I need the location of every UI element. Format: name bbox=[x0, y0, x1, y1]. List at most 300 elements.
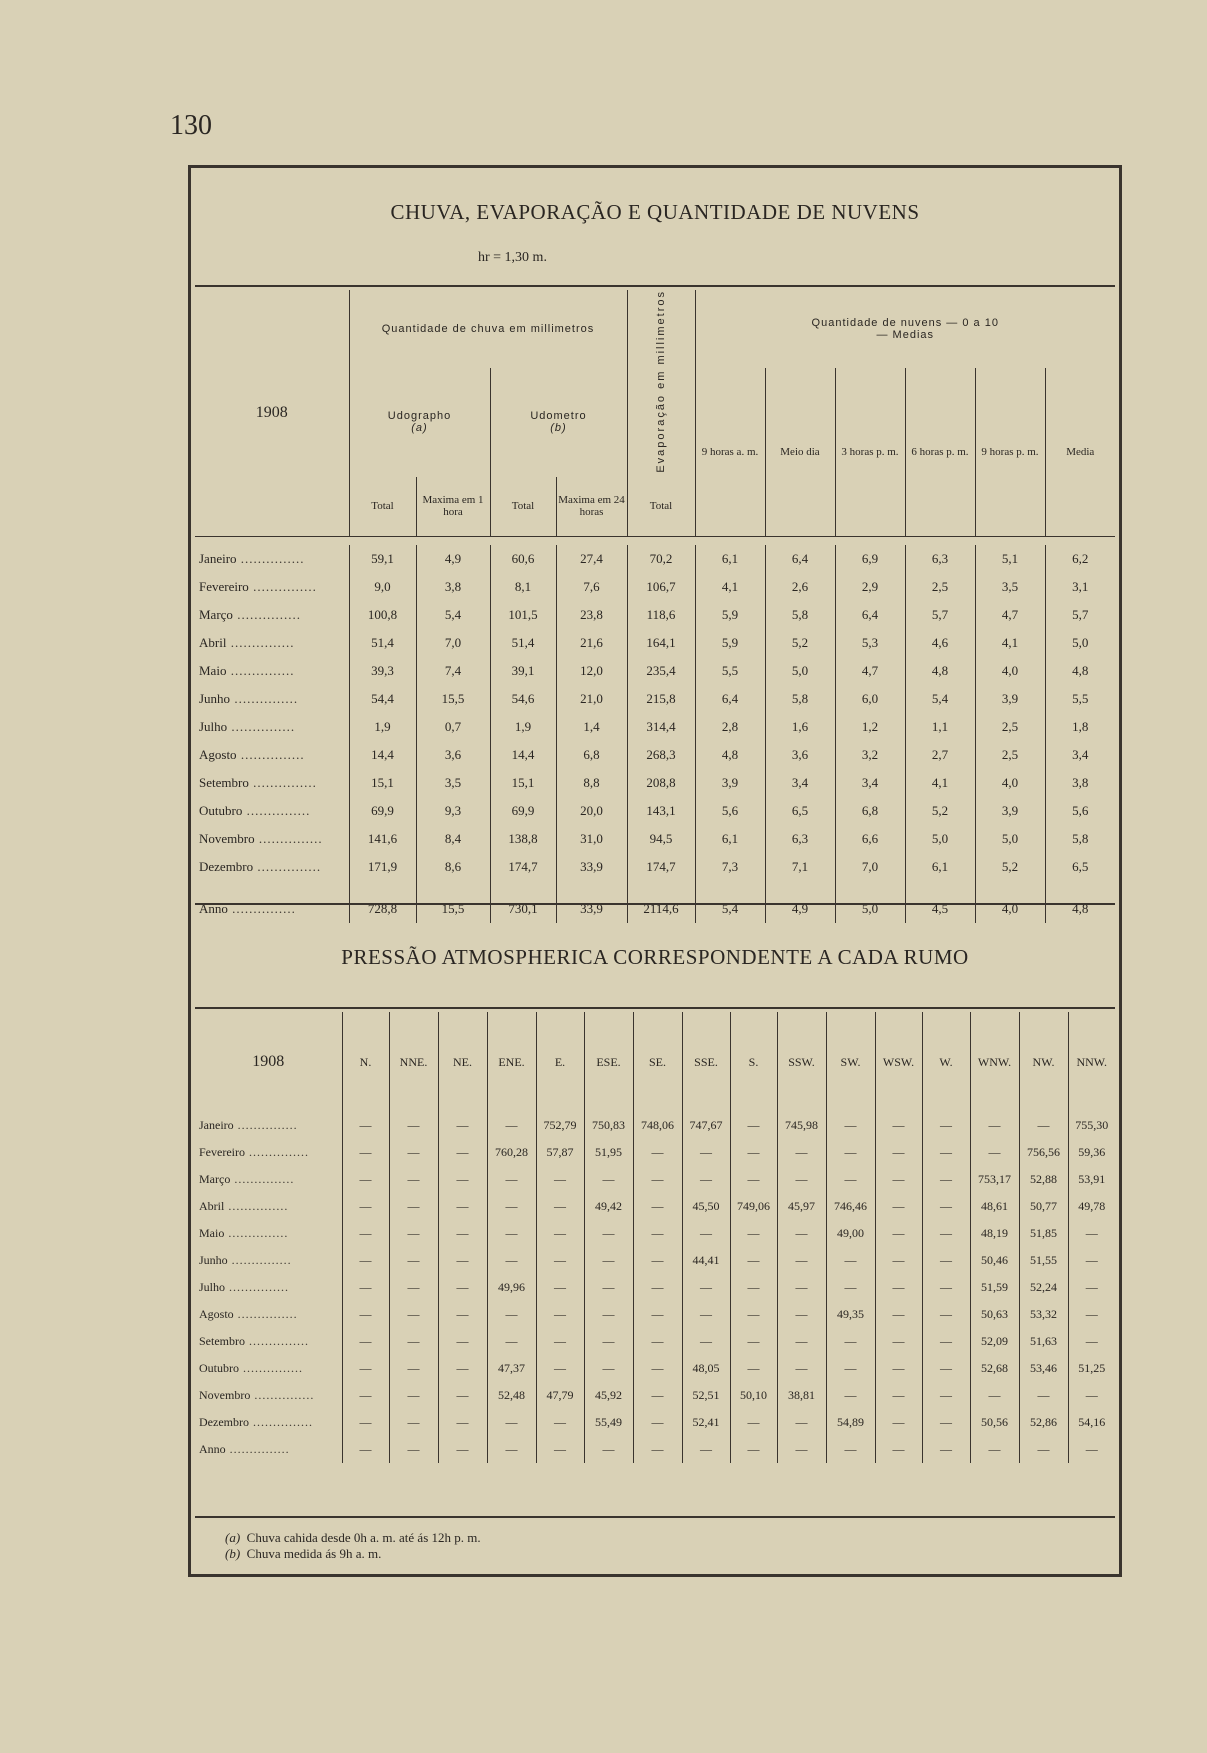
value-cell: — bbox=[536, 1247, 584, 1274]
value-cell: 1,9 bbox=[349, 713, 416, 741]
value-cell: 171,9 bbox=[349, 853, 416, 881]
direction-header: NW. bbox=[1019, 1012, 1068, 1112]
table-row bbox=[195, 1139, 1115, 1166]
month-cell: Dezembro ..... bbox=[195, 1409, 342, 1436]
value-cell: 6,1 bbox=[905, 853, 975, 881]
value-cell: 3,4 bbox=[1045, 741, 1115, 769]
value-cell: 51,55 bbox=[1019, 1247, 1068, 1274]
value-cell: — bbox=[922, 1193, 970, 1220]
value-cell: 8,8 bbox=[556, 769, 627, 797]
value-cell: 730,1 bbox=[490, 881, 556, 923]
value-cell: — bbox=[730, 1112, 777, 1139]
direction-header: WSW. bbox=[875, 1012, 922, 1112]
table-row bbox=[195, 1301, 1115, 1328]
value-cell: 39,3 bbox=[349, 657, 416, 685]
value-cell: 314,4 bbox=[627, 713, 695, 741]
table-row bbox=[195, 685, 1115, 713]
value-cell: — bbox=[536, 1328, 584, 1355]
value-cell: 5,6 bbox=[1045, 797, 1115, 825]
value-cell: — bbox=[342, 1409, 389, 1436]
value-cell: — bbox=[970, 1382, 1019, 1409]
value-cell: 118,6 bbox=[627, 601, 695, 629]
direction-header: E. bbox=[536, 1012, 584, 1112]
value-cell: 749,06 bbox=[730, 1193, 777, 1220]
value-cell: 6,4 bbox=[695, 685, 765, 713]
value-cell: — bbox=[826, 1139, 875, 1166]
evaporation-header: Evaporação em millimetros bbox=[627, 290, 695, 477]
value-cell: 52,68 bbox=[970, 1355, 1019, 1382]
value-cell: — bbox=[1019, 1112, 1068, 1139]
value-cell: — bbox=[682, 1274, 730, 1301]
value-cell: 268,3 bbox=[627, 741, 695, 769]
value-cell: — bbox=[633, 1220, 682, 1247]
direction-header: SE. bbox=[633, 1012, 682, 1112]
value-cell: 49,96 bbox=[487, 1274, 536, 1301]
value-cell: 4,7 bbox=[835, 657, 905, 685]
value-cell: 47,37 bbox=[487, 1355, 536, 1382]
value-cell: — bbox=[487, 1220, 536, 1247]
year-header: 1908 bbox=[195, 290, 349, 537]
table-row bbox=[195, 1355, 1115, 1382]
col-udographo-max: Maxima em 1 hora bbox=[416, 477, 490, 537]
value-cell: — bbox=[633, 1382, 682, 1409]
value-cell: — bbox=[1068, 1436, 1115, 1463]
month-cell: Março ..... bbox=[195, 601, 349, 629]
value-cell: — bbox=[875, 1139, 922, 1166]
table-row bbox=[195, 629, 1115, 657]
value-cell: 6,5 bbox=[1045, 853, 1115, 881]
value-cell: 2,8 bbox=[695, 713, 765, 741]
value-cell: 27,4 bbox=[556, 545, 627, 573]
value-cell: — bbox=[487, 1409, 536, 1436]
value-cell: 164,1 bbox=[627, 629, 695, 657]
month-cell: Julho ..... bbox=[195, 1274, 342, 1301]
udometro-header: Udometro (b) bbox=[490, 368, 627, 477]
value-cell: — bbox=[584, 1220, 633, 1247]
value-cell: 4,9 bbox=[765, 881, 835, 923]
value-cell: 15,5 bbox=[416, 685, 490, 713]
page-number: 130 bbox=[170, 110, 212, 141]
month-cell: Novembro ..... bbox=[195, 1382, 342, 1409]
value-cell: 14,4 bbox=[349, 741, 416, 769]
value-cell: — bbox=[487, 1436, 536, 1463]
month-cell: Janeiro ..... bbox=[195, 545, 349, 573]
year-header: 1908 bbox=[252, 1053, 285, 1070]
month-cell: Abril ..... bbox=[195, 629, 349, 657]
value-cell: — bbox=[922, 1139, 970, 1166]
month-cell: Fevereiro ..... bbox=[195, 1139, 342, 1166]
value-cell: — bbox=[875, 1166, 922, 1193]
value-cell: — bbox=[922, 1382, 970, 1409]
col-udometro-total: Total bbox=[490, 477, 556, 537]
value-cell: — bbox=[922, 1220, 970, 1247]
col-9pm: 9 horas p. m. bbox=[975, 368, 1045, 537]
value-cell: — bbox=[633, 1193, 682, 1220]
value-cell: — bbox=[438, 1382, 487, 1409]
col-media: Media bbox=[1045, 368, 1115, 537]
table-row bbox=[195, 713, 1115, 741]
value-cell: — bbox=[875, 1301, 922, 1328]
month-cell: Janeiro ..... bbox=[195, 1112, 342, 1139]
value-cell: 49,42 bbox=[584, 1193, 633, 1220]
value-cell: 6,0 bbox=[835, 685, 905, 713]
table-row bbox=[195, 1409, 1115, 1436]
value-cell: 47,79 bbox=[536, 1382, 584, 1409]
value-cell: — bbox=[777, 1139, 826, 1166]
value-cell: — bbox=[389, 1436, 438, 1463]
table-row bbox=[195, 741, 1115, 769]
value-cell: 2,6 bbox=[765, 573, 835, 601]
value-cell: 750,83 bbox=[584, 1112, 633, 1139]
value-cell: — bbox=[389, 1193, 438, 1220]
table-row bbox=[195, 573, 1115, 601]
value-cell: — bbox=[633, 1328, 682, 1355]
value-cell: 748,06 bbox=[633, 1112, 682, 1139]
value-cell: 6,3 bbox=[905, 545, 975, 573]
month-cell: Fevereiro ..... bbox=[195, 573, 349, 601]
value-cell: 50,46 bbox=[970, 1247, 1019, 1274]
value-cell: — bbox=[389, 1139, 438, 1166]
value-cell: 143,1 bbox=[627, 797, 695, 825]
direction-header: N. bbox=[342, 1012, 389, 1112]
value-cell: — bbox=[875, 1382, 922, 1409]
rule bbox=[195, 285, 1115, 287]
value-cell: 1,6 bbox=[765, 713, 835, 741]
value-cell: — bbox=[826, 1436, 875, 1463]
value-cell: — bbox=[342, 1139, 389, 1166]
value-cell: 31,0 bbox=[556, 825, 627, 853]
table-row bbox=[195, 1193, 1115, 1220]
month-cell: Junho ..... bbox=[195, 1247, 342, 1274]
value-cell: 60,6 bbox=[490, 545, 556, 573]
value-cell: — bbox=[875, 1247, 922, 1274]
value-cell: — bbox=[342, 1355, 389, 1382]
value-cell: 4,8 bbox=[905, 657, 975, 685]
value-cell: — bbox=[389, 1301, 438, 1328]
value-cell: 6,4 bbox=[835, 601, 905, 629]
value-cell: 54,6 bbox=[490, 685, 556, 713]
value-cell: — bbox=[777, 1166, 826, 1193]
direction-header: W. bbox=[922, 1012, 970, 1112]
col-9am: 9 horas a. m. bbox=[695, 368, 765, 537]
table-row bbox=[195, 825, 1115, 853]
value-cell: — bbox=[438, 1355, 487, 1382]
value-cell: — bbox=[730, 1328, 777, 1355]
value-cell: 52,24 bbox=[1019, 1274, 1068, 1301]
value-cell: — bbox=[777, 1220, 826, 1247]
value-cell: 5,7 bbox=[905, 601, 975, 629]
value-cell: — bbox=[487, 1247, 536, 1274]
month-cell: Outubro ..... bbox=[195, 797, 349, 825]
value-cell: — bbox=[487, 1166, 536, 1193]
value-cell: 54,16 bbox=[1068, 1409, 1115, 1436]
value-cell: — bbox=[438, 1328, 487, 1355]
value-cell: — bbox=[536, 1355, 584, 1382]
value-cell: 54,89 bbox=[826, 1409, 875, 1436]
value-cell: 12,0 bbox=[556, 657, 627, 685]
value-cell: 21,6 bbox=[556, 629, 627, 657]
value-cell: 3,6 bbox=[765, 741, 835, 769]
value-cell: 48,19 bbox=[970, 1220, 1019, 1247]
value-cell: — bbox=[875, 1193, 922, 1220]
value-cell: 20,0 bbox=[556, 797, 627, 825]
value-cell: — bbox=[342, 1220, 389, 1247]
value-cell: — bbox=[730, 1274, 777, 1301]
value-cell: 6,9 bbox=[835, 545, 905, 573]
table-row bbox=[195, 853, 1115, 881]
value-cell: 5,8 bbox=[1045, 825, 1115, 853]
value-cell: — bbox=[730, 1301, 777, 1328]
rain-clouds-table bbox=[195, 290, 1115, 923]
value-cell: 53,91 bbox=[1068, 1166, 1115, 1193]
value-cell: 51,95 bbox=[584, 1139, 633, 1166]
direction-header: NNW. bbox=[1068, 1012, 1115, 1112]
value-cell: — bbox=[922, 1328, 970, 1355]
value-cell: — bbox=[682, 1220, 730, 1247]
direction-header: SSW. bbox=[777, 1012, 826, 1112]
value-cell: — bbox=[777, 1274, 826, 1301]
table-row bbox=[195, 1436, 1115, 1463]
value-cell: 4,7 bbox=[975, 601, 1045, 629]
value-cell: — bbox=[584, 1301, 633, 1328]
value-cell: — bbox=[633, 1274, 682, 1301]
value-cell: 2,7 bbox=[905, 741, 975, 769]
month-cell: Junho ..... bbox=[195, 685, 349, 713]
month-cell: Setembro ..... bbox=[195, 769, 349, 797]
value-cell: — bbox=[536, 1220, 584, 1247]
month-cell: Setembro ..... bbox=[195, 1328, 342, 1355]
col-6pm: 6 horas p. m. bbox=[905, 368, 975, 537]
value-cell: 138,8 bbox=[490, 825, 556, 853]
value-cell: 5,0 bbox=[975, 825, 1045, 853]
value-cell: — bbox=[922, 1166, 970, 1193]
value-cell: — bbox=[922, 1112, 970, 1139]
month-cell: Março ..... bbox=[195, 1166, 342, 1193]
value-cell: — bbox=[970, 1139, 1019, 1166]
value-cell: — bbox=[342, 1247, 389, 1274]
value-cell: 70,2 bbox=[627, 545, 695, 573]
value-cell: 101,5 bbox=[490, 601, 556, 629]
value-cell: — bbox=[922, 1436, 970, 1463]
value-cell: — bbox=[777, 1409, 826, 1436]
value-cell: 9,0 bbox=[349, 573, 416, 601]
value-cell: — bbox=[922, 1409, 970, 1436]
value-cell: — bbox=[682, 1139, 730, 1166]
value-cell: 6,4 bbox=[765, 545, 835, 573]
value-cell: — bbox=[826, 1355, 875, 1382]
value-cell: — bbox=[1068, 1382, 1115, 1409]
col-3pm: 3 horas p. m. bbox=[835, 368, 905, 537]
value-cell: 38,81 bbox=[777, 1382, 826, 1409]
value-cell: 33,9 bbox=[556, 881, 627, 923]
value-cell: — bbox=[438, 1247, 487, 1274]
value-cell: 3,8 bbox=[1045, 769, 1115, 797]
value-cell: 174,7 bbox=[490, 853, 556, 881]
udographo-header: Udographo (a) bbox=[349, 368, 490, 477]
value-cell: — bbox=[633, 1166, 682, 1193]
value-cell: — bbox=[487, 1112, 536, 1139]
value-cell: — bbox=[584, 1328, 633, 1355]
value-cell: 52,48 bbox=[487, 1382, 536, 1409]
value-cell: 4,0 bbox=[975, 657, 1045, 685]
value-cell: 52,88 bbox=[1019, 1166, 1068, 1193]
value-cell: — bbox=[875, 1409, 922, 1436]
value-cell: 208,8 bbox=[627, 769, 695, 797]
value-cell: 21,0 bbox=[556, 685, 627, 713]
value-cell: — bbox=[584, 1166, 633, 1193]
value-cell: — bbox=[730, 1355, 777, 1382]
value-cell: 755,30 bbox=[1068, 1112, 1115, 1139]
table-row bbox=[195, 545, 1115, 573]
value-cell: — bbox=[342, 1166, 389, 1193]
value-cell: 57,87 bbox=[536, 1139, 584, 1166]
value-cell: 3,5 bbox=[975, 573, 1045, 601]
value-cell: 51,4 bbox=[490, 629, 556, 657]
value-cell: 15,1 bbox=[349, 769, 416, 797]
table-row bbox=[195, 657, 1115, 685]
value-cell: 141,6 bbox=[349, 825, 416, 853]
value-cell: — bbox=[875, 1274, 922, 1301]
value-cell: 50,63 bbox=[970, 1301, 1019, 1328]
value-cell: 5,7 bbox=[1045, 601, 1115, 629]
value-cell: 6,6 bbox=[835, 825, 905, 853]
value-cell: 39,1 bbox=[490, 657, 556, 685]
value-cell: 5,8 bbox=[765, 601, 835, 629]
value-cell: — bbox=[342, 1382, 389, 1409]
value-cell: — bbox=[682, 1436, 730, 1463]
value-cell: — bbox=[826, 1274, 875, 1301]
table-row bbox=[195, 1220, 1115, 1247]
value-cell: 45,92 bbox=[584, 1382, 633, 1409]
value-cell: — bbox=[342, 1112, 389, 1139]
value-cell: — bbox=[438, 1193, 487, 1220]
value-cell: 728,8 bbox=[349, 881, 416, 923]
value-cell: 2,5 bbox=[905, 573, 975, 601]
value-cell: 5,4 bbox=[416, 601, 490, 629]
value-cell: — bbox=[633, 1301, 682, 1328]
value-cell: 1,9 bbox=[490, 713, 556, 741]
value-cell: — bbox=[536, 1436, 584, 1463]
value-cell: — bbox=[536, 1409, 584, 1436]
month-cell: Novembro ..... bbox=[195, 825, 349, 853]
value-cell: 4,1 bbox=[975, 629, 1045, 657]
value-cell: 23,8 bbox=[556, 601, 627, 629]
pressure-table bbox=[195, 1012, 1115, 1463]
value-cell: 6,8 bbox=[835, 797, 905, 825]
value-cell: 5,0 bbox=[905, 825, 975, 853]
value-cell: 2,9 bbox=[835, 573, 905, 601]
value-cell: 45,50 bbox=[682, 1193, 730, 1220]
value-cell: — bbox=[342, 1436, 389, 1463]
value-cell: — bbox=[826, 1382, 875, 1409]
value-cell: 7,4 bbox=[416, 657, 490, 685]
value-cell: 5,3 bbox=[835, 629, 905, 657]
value-cell: — bbox=[438, 1274, 487, 1301]
value-cell: — bbox=[682, 1166, 730, 1193]
table1-title: CHUVA, EVAPORAÇÃO E QUANTIDADE DE NUVENS bbox=[390, 200, 920, 224]
value-cell: — bbox=[438, 1166, 487, 1193]
value-cell: 5,9 bbox=[695, 629, 765, 657]
value-cell: — bbox=[389, 1355, 438, 1382]
value-cell: 3,6 bbox=[416, 741, 490, 769]
value-cell: — bbox=[1019, 1436, 1068, 1463]
month-cell: Maio ..... bbox=[195, 1220, 342, 1247]
value-cell: — bbox=[342, 1193, 389, 1220]
value-cell: — bbox=[389, 1220, 438, 1247]
value-cell: 15,1 bbox=[490, 769, 556, 797]
value-cell: — bbox=[633, 1247, 682, 1274]
value-cell: 6,5 bbox=[765, 797, 835, 825]
col-udographo-total: Total bbox=[349, 477, 416, 537]
value-cell: 5,4 bbox=[695, 881, 765, 923]
value-cell: — bbox=[970, 1436, 1019, 1463]
footnote-a: (a) Chuva cahida desde 0h a. m. até ás 12h p. m. bbox=[225, 1530, 481, 1545]
value-cell: 760,28 bbox=[487, 1139, 536, 1166]
value-cell: — bbox=[438, 1409, 487, 1436]
value-cell: 235,4 bbox=[627, 657, 695, 685]
value-cell: — bbox=[875, 1355, 922, 1382]
value-cell: 5,0 bbox=[835, 881, 905, 923]
month-cell: Anno ..... bbox=[195, 881, 349, 923]
value-cell: — bbox=[777, 1328, 826, 1355]
value-cell: — bbox=[633, 1409, 682, 1436]
value-cell: 7,3 bbox=[695, 853, 765, 881]
value-cell: — bbox=[536, 1274, 584, 1301]
month-cell: Agosto ..... bbox=[195, 1301, 342, 1328]
value-cell: 51,59 bbox=[970, 1274, 1019, 1301]
value-cell: 5,1 bbox=[975, 545, 1045, 573]
value-cell: 48,61 bbox=[970, 1193, 1019, 1220]
value-cell: — bbox=[777, 1247, 826, 1274]
table-row bbox=[195, 797, 1115, 825]
value-cell: 49,35 bbox=[826, 1301, 875, 1328]
value-cell: — bbox=[389, 1166, 438, 1193]
value-cell: — bbox=[342, 1328, 389, 1355]
value-cell: 4,0 bbox=[975, 769, 1045, 797]
table-row bbox=[195, 1328, 1115, 1355]
value-cell: 55,49 bbox=[584, 1409, 633, 1436]
value-cell: — bbox=[584, 1436, 633, 1463]
value-cell: — bbox=[536, 1193, 584, 1220]
value-cell: 33,9 bbox=[556, 853, 627, 881]
table2-title: PRESSÃO ATMOSPHERICA CORRESPONDENTE A CADA RUMO bbox=[341, 945, 969, 969]
value-cell: 4,5 bbox=[905, 881, 975, 923]
value-cell: 48,05 bbox=[682, 1355, 730, 1382]
value-cell: 174,7 bbox=[627, 853, 695, 881]
value-cell: 6,1 bbox=[695, 545, 765, 573]
table-row bbox=[195, 1112, 1115, 1139]
value-cell: 5,6 bbox=[695, 797, 765, 825]
value-cell: 52,86 bbox=[1019, 1409, 1068, 1436]
value-cell: 52,41 bbox=[682, 1409, 730, 1436]
value-cell: — bbox=[584, 1355, 633, 1382]
value-cell: — bbox=[342, 1274, 389, 1301]
direction-header: SSE. bbox=[682, 1012, 730, 1112]
value-cell: 3,9 bbox=[975, 797, 1045, 825]
value-cell: 51,4 bbox=[349, 629, 416, 657]
value-cell: 50,10 bbox=[730, 1382, 777, 1409]
value-cell: — bbox=[777, 1355, 826, 1382]
table-row bbox=[195, 601, 1115, 629]
value-cell: — bbox=[438, 1436, 487, 1463]
value-cell: — bbox=[438, 1301, 487, 1328]
value-cell: 7,0 bbox=[416, 629, 490, 657]
value-cell: 3,5 bbox=[416, 769, 490, 797]
value-cell: — bbox=[389, 1382, 438, 1409]
value-cell: 5,4 bbox=[905, 685, 975, 713]
value-cell: 49,00 bbox=[826, 1220, 875, 1247]
value-cell: — bbox=[1068, 1220, 1115, 1247]
